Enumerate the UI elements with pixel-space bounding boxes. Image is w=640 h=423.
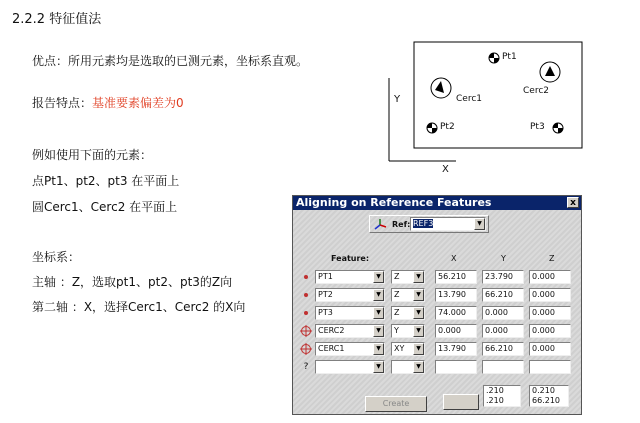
axis-select[interactable] [391, 360, 425, 374]
example-points: 点Pt1、pt2、pt3 在平面上 [32, 174, 180, 188]
chevron-down-icon[interactable]: ▼ [373, 307, 384, 319]
axis-select-value: Z [394, 308, 400, 317]
x-value-field-value: 13.790 [438, 344, 466, 353]
chevron-down-icon[interactable]: ▼ [373, 361, 384, 373]
y-value-field-value: 66.210 [485, 290, 513, 299]
unknown-marker-icon: ? [303, 362, 309, 372]
z-value-field[interactable] [529, 360, 571, 374]
x-value-field-value: 56.210 [438, 272, 466, 281]
pt2-symbol [427, 123, 437, 133]
header-x: X [451, 254, 457, 263]
dialog-title: Aligning on Reference Features [296, 196, 492, 209]
report-feature-highlight: 基准要素偏差为0 [92, 96, 184, 110]
axis-select[interactable] [391, 288, 425, 302]
primary-axis-text: 主轴 ：Z，选取pt1、pt2、pt3的Z向 [32, 275, 233, 289]
y-value-field-value: 23.790 [485, 272, 513, 281]
point-marker-icon [300, 271, 312, 283]
chevron-down-icon[interactable]: ▼ [413, 271, 424, 283]
x-value-field[interactable] [435, 270, 477, 284]
feature-select-value: PT1 [318, 272, 333, 281]
point-marker-icon [300, 289, 312, 301]
ref-select-value: REF3 [413, 219, 434, 228]
z-value-field-value: 0.000 [532, 344, 555, 353]
axis-select-value: Y [394, 326, 399, 335]
extra-y-field[interactable] [483, 385, 521, 407]
x-value-field-value: 13.790 [438, 290, 466, 299]
dialog-titlebar[interactable] [293, 196, 581, 210]
secondary-axis-text: 第二轴 ：X，选择Cerc1、Cerc2 的X向 [32, 300, 246, 314]
chevron-down-icon[interactable]: ▼ [413, 325, 424, 337]
x-value-field[interactable] [435, 360, 477, 374]
z-value-field[interactable] [529, 306, 571, 320]
x-value-field-value: 0.000 [438, 326, 461, 335]
feature-select-value: CERC2 [318, 326, 345, 335]
y-value-field-value: 0.000 [485, 326, 508, 335]
y-value-field[interactable] [482, 324, 524, 338]
pt3-symbol [553, 123, 563, 133]
header-y: Y [501, 254, 506, 263]
y-value-field-value: 66.210 [485, 344, 513, 353]
feature-diagram [384, 36, 584, 175]
x-value-field[interactable] [435, 342, 477, 356]
diagram-label-pt3: Pt3 [530, 122, 545, 132]
diagram-label-pt1: Pt1 [502, 52, 517, 62]
dialog-body [293, 210, 581, 414]
chevron-down-icon[interactable]: ▼ [413, 307, 424, 319]
z-value-field[interactable] [529, 288, 571, 302]
extra-z-value-2: 66.210 [532, 396, 560, 405]
y-value-field[interactable] [482, 360, 524, 374]
pt1-symbol [489, 53, 499, 63]
x-value-field[interactable] [435, 306, 477, 320]
ref-label: Ref: [392, 220, 411, 229]
chevron-down-icon[interactable]: ▼ [413, 343, 424, 355]
diagram-axis-y: Y [394, 94, 401, 105]
ref-group [369, 215, 489, 233]
create-button[interactable]: Create [365, 396, 427, 412]
chevron-down-icon[interactable]: ▼ [373, 325, 384, 337]
extra-z-value-1: 0.210 [532, 386, 555, 395]
chevron-down-icon[interactable]: ▼ [373, 271, 384, 283]
feature-select[interactable] [315, 342, 385, 356]
z-value-field[interactable] [529, 342, 571, 356]
axis-select[interactable] [391, 342, 425, 356]
feature-select-value: PT3 [318, 308, 333, 317]
example-circles: 圆Cerc1、Cerc2 在平面上 [32, 200, 178, 214]
header-z: Z [549, 254, 555, 263]
feature-select[interactable] [315, 360, 385, 374]
ref-select[interactable] [410, 217, 486, 231]
chevron-down-icon[interactable]: ▼ [373, 343, 384, 355]
x-value-field[interactable] [435, 324, 477, 338]
diagram-label-pt2: Pt2 [440, 122, 455, 132]
z-value-field-value: 0.000 [532, 290, 555, 299]
axis-select[interactable] [391, 324, 425, 338]
chevron-down-icon[interactable]: ▼ [413, 361, 424, 373]
axis-select-value: Z [394, 290, 400, 299]
extra-z-field[interactable] [529, 385, 569, 407]
x-value-field-value: 74.000 [438, 308, 466, 317]
feature-select[interactable] [315, 288, 385, 302]
axis-select[interactable] [391, 270, 425, 284]
point-marker-icon [300, 307, 312, 319]
feature-select-value: CERC1 [318, 344, 345, 353]
diagram-drawing [384, 36, 584, 171]
z-value-field-value: 0.000 [532, 308, 555, 317]
y-value-field[interactable] [482, 306, 524, 320]
aligning-dialog [292, 195, 582, 415]
y-value-field-value: 0.000 [485, 308, 508, 317]
cerc2-symbol [540, 62, 560, 82]
slide-title: 2.2.2 特征值法 [12, 12, 102, 27]
chevron-down-icon[interactable]: ▼ [474, 218, 485, 230]
advantage-text: 优点：所用元素均是选取的已测元素，坐标系直观。 [32, 54, 309, 68]
circle-marker-icon [300, 325, 312, 337]
z-value-field[interactable] [529, 270, 571, 284]
header-feature: Feature: [331, 254, 370, 263]
feature-select-value: PT2 [318, 290, 333, 299]
cerc1-symbol [431, 78, 451, 98]
diagram-axis-x: X [442, 164, 449, 175]
extra-y-value-1: .210 [486, 386, 504, 395]
chevron-down-icon[interactable]: ▼ [413, 289, 424, 301]
axis-select-value: XY [394, 344, 405, 353]
example-intro: 例如使用下面的元素： [32, 148, 153, 162]
chevron-down-icon[interactable]: ▼ [373, 289, 384, 301]
report-feature-label: 报告特点： [32, 96, 93, 110]
axis-select[interactable] [391, 306, 425, 320]
x-value-field[interactable] [435, 288, 477, 302]
diagram-label-cerc2: Cerc2 [523, 86, 549, 96]
diagram-label-cerc1: Cerc1 [456, 94, 482, 104]
axis-select-value: Z [394, 272, 400, 281]
y-value-field[interactable] [482, 342, 524, 356]
z-value-field-value: 0.000 [532, 326, 555, 335]
axes-icon [373, 218, 387, 231]
y-value-field[interactable] [482, 270, 524, 284]
unlabeled-button[interactable] [443, 394, 479, 410]
close-button[interactable]: x [567, 197, 579, 208]
z-value-field[interactable] [529, 324, 571, 338]
coord-system-label: 坐标系： [32, 250, 81, 264]
report-feature-text [32, 94, 184, 111]
feature-select[interactable] [315, 270, 385, 284]
feature-select[interactable] [315, 324, 385, 338]
circle-marker-icon [300, 343, 312, 355]
z-value-field-value: 0.000 [532, 272, 555, 281]
feature-select[interactable] [315, 306, 385, 320]
extra-y-value-2: .210 [486, 396, 504, 405]
y-value-field[interactable] [482, 288, 524, 302]
